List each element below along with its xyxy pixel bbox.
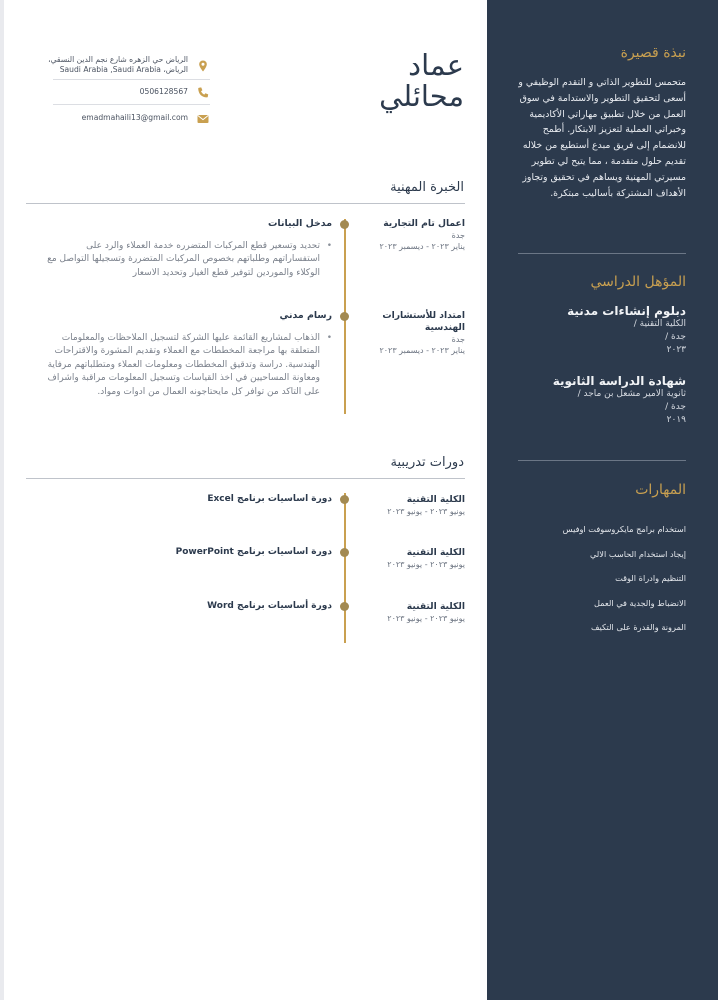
- org-city: جدة: [451, 335, 465, 344]
- name-last: محائلي: [379, 79, 464, 113]
- summary-heading: نبذة قصيرة: [620, 45, 686, 61]
- course-name: دورة اساسيات برنامج PowerPoint: [175, 547, 332, 557]
- course-org: الكلية التقنية: [406, 494, 465, 505]
- experience-org-block: [355, 310, 465, 356]
- education-school: ثانوية الامير مشعل بن ماجد /: [577, 389, 686, 399]
- timeline-dot: [340, 312, 349, 321]
- timeline-dot: [340, 602, 349, 611]
- education-city: جدة /: [665, 332, 686, 342]
- skill-item: استخدام برامج مايكروسوفت اوفيس: [562, 524, 686, 534]
- education-degree: شهادة الدراسة الثانوية: [552, 374, 686, 388]
- skill-item: المرونة والقدرة على التكيف: [591, 622, 686, 632]
- org-name: امتداد للأستشارات الهندسية: [382, 310, 465, 333]
- summary-text: متحمس للتطوير الذاتي و التقدم الوظيفي و أسعى لتحقيق التطوير والاستدامة في سوق العمل من خلال تطبيق مهاراتي الأكاديمية وخبراتي العملية لتعزيز الابتكار. أطمح للانضمام إلى فريق مبدع أستطيع من خلاله تقديم حلول متقدمة ، مما يتيح لي تطوير مسيرتي المهنية ويساهم في تحقيق وتجاوز الأهداف المشتركة بأساليب مبتكرة.: [518, 77, 686, 199]
- course-org: الكلية التقنية: [406, 547, 465, 558]
- org-dates: يناير ٢٠٢٣ - ديسمبر ٢٠٢٣: [379, 346, 465, 355]
- contact-divider: [53, 104, 210, 105]
- education-item: [518, 304, 686, 357]
- skills-section: [518, 482, 686, 640]
- timeline-dot: [340, 495, 349, 504]
- org-city: جدة: [451, 231, 465, 240]
- skill-item: الانضباط والجدية في العمل: [593, 597, 686, 608]
- course-org-block: [355, 547, 465, 570]
- education-item: [518, 374, 686, 427]
- course-dates: يونيو ٢٠٢٣ - يونيو ٢٠٢٣: [387, 560, 465, 569]
- job-title: مدخل البيانات: [268, 218, 332, 229]
- org-name: اعمال تام التجارية: [383, 218, 465, 229]
- education-city: جدة /: [665, 402, 686, 412]
- education-degree: دبلوم إنشاءات مدنية: [567, 304, 686, 318]
- contact-address-row: [26, 55, 210, 75]
- timeline-dot: [340, 220, 349, 229]
- courses-timeline: [344, 493, 346, 643]
- address-text: الرياض حي الزهره شارع نجم الدين النسقي، الرياض، Saudi Arabia ,Saudi Arabia: [48, 55, 188, 74]
- course-org-block: [355, 601, 465, 624]
- education-year: ٢٠٢٣: [666, 345, 686, 355]
- experience-divider: [26, 203, 465, 204]
- education-section: [518, 274, 686, 427]
- skill-item: إيجاد استخدام الحاسب الالي: [589, 548, 686, 559]
- phone-icon: [196, 85, 210, 99]
- contact-divider: [53, 79, 210, 80]
- org-dates: يناير ٢٠٢٣ - ديسمبر ٢٠٢٣: [379, 242, 465, 251]
- education-heading: المؤهل الدراسي: [590, 274, 686, 290]
- sidebar: [487, 0, 718, 1000]
- education-year: ٢٠١٩: [666, 415, 686, 425]
- experience-job-block: [36, 309, 332, 399]
- experience-heading: الخبرة المهنية: [390, 180, 464, 195]
- course-name: دورة أساسيات برنامج Word: [207, 601, 332, 611]
- course-org: الكلية التقنية: [406, 601, 465, 612]
- page-edge: [0, 0, 4, 1000]
- education-school: الكلية التقنية /: [633, 319, 686, 329]
- course-name: دورة اساسيات برنامج Excel: [207, 494, 332, 504]
- phone-text[interactable]: 0506128567: [139, 87, 188, 96]
- summary-section: [518, 45, 686, 201]
- experience-org-block: [355, 218, 465, 252]
- job-description: • الذهاب لمشاريع القائمة عليها الشركة لتسجيل الملاحظات والمعلومات المتعلقة بها مراجعة المخططات مع العملاء وتقديم المشورة والاقتراحات الهندسية. دراسة وتدقيق المخططات ومعلومات العملاء ومتطلباتهم مرفاية ومعاونة المساحيين في اخذ القياسات وتسجيل المعلومات مراقبة واشراف على التاكد من توافر كل مايحتاجونه العمال من ادوات ومواد.: [36, 332, 332, 399]
- timeline-dot: [340, 548, 349, 557]
- sidebar-divider: [518, 460, 686, 461]
- candidate-name: [354, 50, 464, 112]
- location-pin-icon: [196, 58, 210, 72]
- courses-divider: [26, 478, 465, 479]
- sidebar-divider: [518, 253, 686, 254]
- course-dates: يونيو ٢٠٢٣ - يونيو ٢٠٢٣: [387, 614, 465, 623]
- experience-job-block: [36, 217, 332, 280]
- job-description: • تحديد وتسعير قطع المركبات المتضرره خدمة العملاء والرد على استفساراتهم وطلباتهم بخصوص المركبات المتضررة وتسجيلها التواصل مع الوكلاء والموردين لتوفير قطع الغيار وتحديد الاسعار: [36, 240, 332, 280]
- course-org-block: [355, 494, 465, 517]
- contact-phone-row: [26, 85, 210, 99]
- skills-list: [518, 517, 686, 640]
- email-text[interactable]: emadmahaili13@gmail.com: [81, 113, 188, 122]
- job-title: رسام مدني: [279, 310, 332, 321]
- name-first: عماد: [408, 48, 464, 82]
- skills-heading: المهارات: [635, 482, 686, 498]
- course-dates: يونيو ٢٠٢٣ - يونيو ٢٠٢٣: [387, 507, 465, 516]
- contact-email-row: [26, 111, 210, 125]
- skill-item: التنظيم وادراة الوقت: [615, 573, 686, 583]
- courses-heading: دورات تدريبية: [390, 455, 464, 470]
- envelope-icon: [196, 111, 210, 125]
